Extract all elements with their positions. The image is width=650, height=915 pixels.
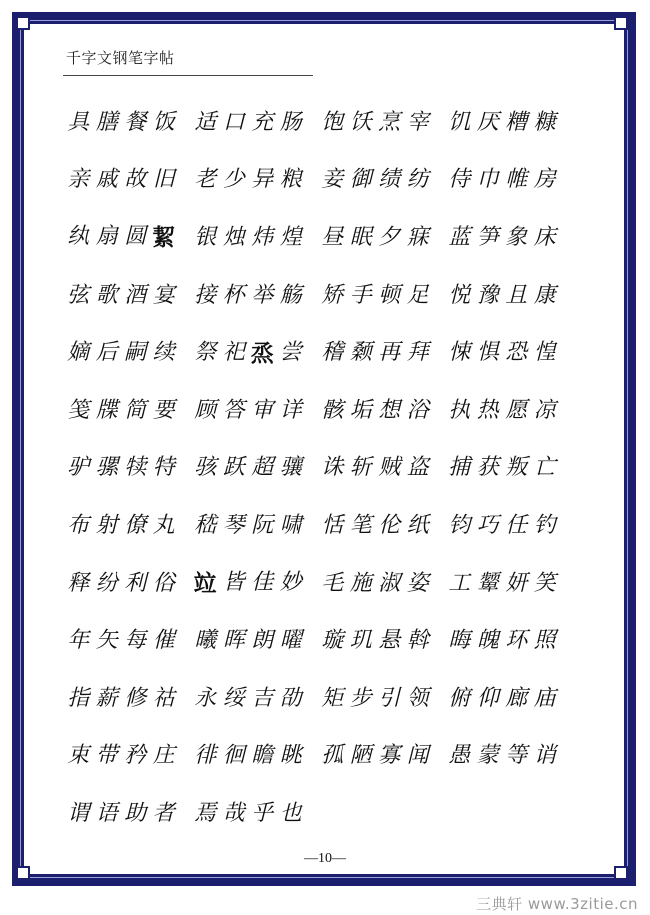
phrase-group <box>318 745 445 767</box>
phrase-group <box>64 457 191 479</box>
character: 僚 <box>124 512 147 538</box>
text-row <box>64 152 574 210</box>
character: 曜 <box>279 628 302 654</box>
phrase-group <box>64 397 191 423</box>
phrase-group <box>445 685 572 711</box>
character: 后 <box>95 340 118 366</box>
character: 旧 <box>152 167 175 193</box>
phrase-group <box>64 224 191 252</box>
character: 御 <box>349 167 372 193</box>
character: 烝 <box>250 339 274 367</box>
character: 矩 <box>321 685 344 711</box>
phrase-group <box>64 630 191 652</box>
phrase-group <box>318 224 445 250</box>
character: 续 <box>152 340 175 366</box>
character: 纷 <box>95 570 118 596</box>
phrase-group <box>445 512 572 538</box>
character: 帷 <box>505 167 528 193</box>
character: 乎 <box>251 800 274 826</box>
character: 布 <box>67 512 90 538</box>
character: 哉 <box>222 800 245 826</box>
phrase-group <box>191 800 318 826</box>
calligraphy-grid <box>64 94 574 843</box>
character: 烹 <box>378 109 401 135</box>
character: 宰 <box>406 109 429 135</box>
character: 稽 <box>321 340 344 366</box>
character: 肠 <box>279 109 302 135</box>
character: 修 <box>124 685 147 711</box>
character: 催 <box>152 628 175 654</box>
character: 跃 <box>222 455 245 481</box>
character: 豫 <box>476 282 499 308</box>
character: 释 <box>67 570 90 596</box>
character: 夕 <box>378 224 401 250</box>
character: 手 <box>349 282 372 308</box>
corner-ornament <box>614 16 628 30</box>
character: 祀 <box>222 339 245 365</box>
character: 闻 <box>406 743 429 769</box>
character: 晦 <box>448 628 471 654</box>
phrase-group <box>318 457 445 479</box>
character: 嵇 <box>194 512 217 538</box>
character: 热 <box>476 397 499 423</box>
character: 笔 <box>349 512 372 538</box>
character: 扇 <box>95 224 118 250</box>
character: 驴 <box>67 455 90 481</box>
character: 仰 <box>476 685 499 711</box>
character: 每 <box>124 628 147 654</box>
title-underline <box>63 75 313 76</box>
character: 且 <box>505 282 528 308</box>
phrase-group <box>64 109 191 135</box>
character: 糠 <box>533 109 556 135</box>
character: 徊 <box>222 743 245 769</box>
phrase-group <box>318 342 445 364</box>
character: 斩 <box>349 455 372 481</box>
character: 银 <box>194 224 217 250</box>
character: 引 <box>378 685 401 711</box>
character: 饫 <box>349 109 372 135</box>
character: 玑 <box>349 628 372 654</box>
character: 足 <box>406 282 429 308</box>
phrase-group <box>318 630 445 652</box>
page-title: 千字文钢笔字帖 <box>66 49 175 67</box>
phrase-group <box>318 570 445 596</box>
character: 特 <box>152 455 175 481</box>
text-row <box>64 555 574 613</box>
character: 糟 <box>505 109 528 135</box>
character: 悚 <box>448 340 471 366</box>
character: 嗣 <box>124 340 147 366</box>
text-row <box>64 612 574 670</box>
character: 顿 <box>378 282 401 308</box>
character: 煌 <box>279 224 302 250</box>
phrase-group <box>445 397 572 423</box>
character: 琴 <box>222 512 245 538</box>
character: 饱 <box>321 109 344 135</box>
phrase-group <box>191 224 318 250</box>
character: 吉 <box>251 685 274 711</box>
text-row <box>64 440 574 498</box>
phrase-group <box>64 685 191 711</box>
text-row <box>64 209 574 267</box>
character: 阮 <box>251 512 274 538</box>
character: 丸 <box>152 512 175 538</box>
phrase-group <box>318 685 445 711</box>
character: 适 <box>194 109 217 135</box>
character: 璇 <box>321 628 344 654</box>
phrase-group <box>445 169 572 191</box>
character: 恬 <box>321 512 344 538</box>
character: 老 <box>194 167 217 193</box>
character: 纺 <box>406 167 429 193</box>
character: 步 <box>349 685 372 711</box>
character: 尝 <box>279 339 302 365</box>
phrase-group <box>445 630 572 652</box>
character: 骇 <box>194 455 217 481</box>
character: 利 <box>124 570 147 596</box>
character: 粮 <box>279 167 302 193</box>
character: 故 <box>124 167 147 193</box>
character: 工 <box>448 570 471 596</box>
character: 祜 <box>152 685 175 711</box>
character: 语 <box>95 800 118 826</box>
character: 眺 <box>279 743 302 769</box>
character: 钧 <box>448 512 471 538</box>
character: 具 <box>67 109 90 135</box>
character: 也 <box>279 800 302 826</box>
character: 执 <box>448 397 471 423</box>
character: 徘 <box>194 743 217 769</box>
character: 答 <box>222 397 245 423</box>
character: 佳 <box>251 570 274 596</box>
character: 指 <box>67 685 90 711</box>
character: 竝 <box>193 570 217 598</box>
phrase-group <box>191 745 318 767</box>
character: 淑 <box>378 570 401 596</box>
character: 妍 <box>505 570 528 596</box>
character: 凉 <box>533 397 556 423</box>
character: 绩 <box>378 167 401 193</box>
character: 年 <box>67 628 90 654</box>
character: 蓝 <box>448 224 471 250</box>
character: 眠 <box>349 224 372 250</box>
character: 垢 <box>349 397 372 423</box>
character: 捕 <box>448 455 471 481</box>
character: 廊 <box>505 685 528 711</box>
phrase-group <box>445 224 572 250</box>
character: 绥 <box>222 685 245 711</box>
character: 巾 <box>476 167 499 193</box>
character: 者 <box>152 800 175 826</box>
phrase-group <box>445 109 572 135</box>
character: 颡 <box>349 340 372 366</box>
character: 笑 <box>533 570 556 596</box>
character: 饥 <box>448 109 471 135</box>
character: 伦 <box>378 512 401 538</box>
phrase-group <box>318 397 445 423</box>
character: 侍 <box>448 167 471 193</box>
character: 审 <box>251 397 274 423</box>
text-row <box>64 785 574 843</box>
character: 愿 <box>505 397 528 423</box>
character: 焉 <box>194 800 217 826</box>
character: 圆 <box>124 224 147 250</box>
character: 拜 <box>406 340 429 366</box>
phrase-group <box>318 109 445 135</box>
character: 厌 <box>476 109 499 135</box>
page-number: —10— <box>304 851 346 866</box>
character: 酒 <box>124 282 147 308</box>
corner-ornament <box>16 16 30 30</box>
character: 床 <box>533 224 556 250</box>
character: 盗 <box>406 455 429 481</box>
character: 悦 <box>448 282 471 308</box>
character: 杯 <box>222 282 245 308</box>
character: 射 <box>95 512 118 538</box>
character: 骧 <box>279 455 302 481</box>
character: 康 <box>533 282 556 308</box>
phrase-group <box>64 512 191 538</box>
character: 接 <box>194 282 217 308</box>
character: 房 <box>533 167 556 193</box>
character: 昼 <box>321 224 344 250</box>
character: 诮 <box>533 743 556 769</box>
character: 絜 <box>152 224 176 252</box>
phrase-group <box>64 800 191 826</box>
character: 劭 <box>279 685 302 711</box>
character: 陋 <box>349 743 372 769</box>
character: 寐 <box>406 224 429 250</box>
character: 纸 <box>406 512 429 538</box>
phrase-group <box>191 685 318 711</box>
character: 蒙 <box>476 743 499 769</box>
phrase-group <box>64 570 191 596</box>
corner-ornament <box>16 866 30 880</box>
character: 餐 <box>124 109 147 135</box>
character: 矫 <box>321 282 344 308</box>
character: 皆 <box>222 570 245 596</box>
character: 姿 <box>406 570 429 596</box>
character: 领 <box>406 685 429 711</box>
character: 愚 <box>448 743 471 769</box>
character: 妙 <box>279 570 302 596</box>
text-row <box>64 728 574 786</box>
character: 恐 <box>505 340 528 366</box>
character: 牒 <box>95 397 118 423</box>
phrase-group <box>445 745 572 767</box>
character: 犊 <box>124 455 147 481</box>
character: 烛 <box>222 224 245 250</box>
character: 叛 <box>505 455 528 481</box>
character: 带 <box>95 743 118 769</box>
character: 要 <box>152 397 175 423</box>
character: 举 <box>251 282 274 308</box>
character: 笋 <box>476 224 499 250</box>
character: 束 <box>67 743 90 769</box>
character: 晖 <box>222 628 245 654</box>
character: 象 <box>505 224 528 250</box>
character: 歌 <box>95 282 118 308</box>
text-row <box>64 497 574 555</box>
character: 惧 <box>476 340 499 366</box>
phrase-group <box>191 339 318 367</box>
phrase-group <box>445 342 572 364</box>
phrase-group <box>64 169 191 191</box>
character: 照 <box>533 628 556 654</box>
character: 巧 <box>476 512 499 538</box>
phrase-group <box>191 169 318 191</box>
character: 贼 <box>378 455 401 481</box>
character: 宴 <box>152 282 175 308</box>
character: 超 <box>251 455 274 481</box>
character: 钓 <box>533 512 556 538</box>
character: 魄 <box>476 628 499 654</box>
character: 环 <box>505 628 528 654</box>
character: 膳 <box>95 109 118 135</box>
character: 炜 <box>251 224 274 250</box>
text-row <box>64 94 574 152</box>
character: 谓 <box>67 800 90 826</box>
character: 寡 <box>378 743 401 769</box>
character: 饭 <box>152 109 175 135</box>
phrase-group <box>445 282 572 308</box>
text-row <box>64 267 574 325</box>
character: 再 <box>378 340 401 366</box>
character: 笺 <box>67 397 90 423</box>
character: 薪 <box>95 685 118 711</box>
character: 毛 <box>321 570 344 596</box>
character: 等 <box>505 743 528 769</box>
character: 斡 <box>406 628 429 654</box>
text-row <box>64 382 574 440</box>
character: 永 <box>194 685 217 711</box>
character: 浴 <box>406 397 429 423</box>
character: 获 <box>476 455 499 481</box>
character: 颦 <box>476 570 499 596</box>
character: 觞 <box>279 282 302 308</box>
character: 充 <box>251 109 274 135</box>
phrase-group <box>64 282 191 308</box>
phrase-group <box>191 397 318 423</box>
character: 想 <box>378 397 401 423</box>
character: 朗 <box>251 628 274 654</box>
character: 简 <box>124 397 147 423</box>
character: 弦 <box>67 282 90 308</box>
phrase-group <box>191 282 318 308</box>
character: 亲 <box>67 167 90 193</box>
character: 悬 <box>378 628 401 654</box>
phrase-group <box>191 457 318 479</box>
phrase-group <box>191 570 318 598</box>
watermark: 三典轩 www.3zitie.cn <box>476 895 638 913</box>
phrase-group <box>318 169 445 191</box>
character: 曦 <box>194 628 217 654</box>
character: 亡 <box>533 455 556 481</box>
character: 助 <box>124 800 147 826</box>
character: 祭 <box>194 339 217 365</box>
character: 详 <box>279 397 302 423</box>
character: 顾 <box>194 397 217 423</box>
character: 骡 <box>95 455 118 481</box>
character: 俗 <box>152 570 175 596</box>
character: 俯 <box>448 685 471 711</box>
character: 惶 <box>533 340 556 366</box>
corner-ornament <box>614 866 628 880</box>
character: 任 <box>505 512 528 538</box>
phrase-group <box>191 630 318 652</box>
phrase-group <box>318 512 445 538</box>
phrase-group <box>318 282 445 308</box>
character: 啸 <box>279 512 302 538</box>
text-row <box>64 324 574 382</box>
character: 嫡 <box>67 340 90 366</box>
phrase-group <box>64 342 191 364</box>
phrase-group <box>64 745 191 767</box>
character: 瞻 <box>251 743 274 769</box>
character: 孤 <box>321 743 344 769</box>
character: 少 <box>222 167 245 193</box>
text-row <box>64 670 574 728</box>
character: 矢 <box>95 628 118 654</box>
phrase-group <box>445 457 572 479</box>
character: 施 <box>349 570 372 596</box>
character: 妾 <box>321 167 344 193</box>
phrase-group <box>191 109 318 135</box>
character: 纨 <box>67 224 90 250</box>
phrase-group <box>191 512 318 538</box>
character: 骸 <box>321 397 344 423</box>
character: 戚 <box>95 167 118 193</box>
character: 诛 <box>321 455 344 481</box>
character: 矜 <box>124 743 147 769</box>
character: 异 <box>251 167 274 193</box>
character: 庙 <box>533 685 556 711</box>
phrase-group <box>445 570 572 596</box>
character: 口 <box>222 109 245 135</box>
character: 庄 <box>152 743 175 769</box>
